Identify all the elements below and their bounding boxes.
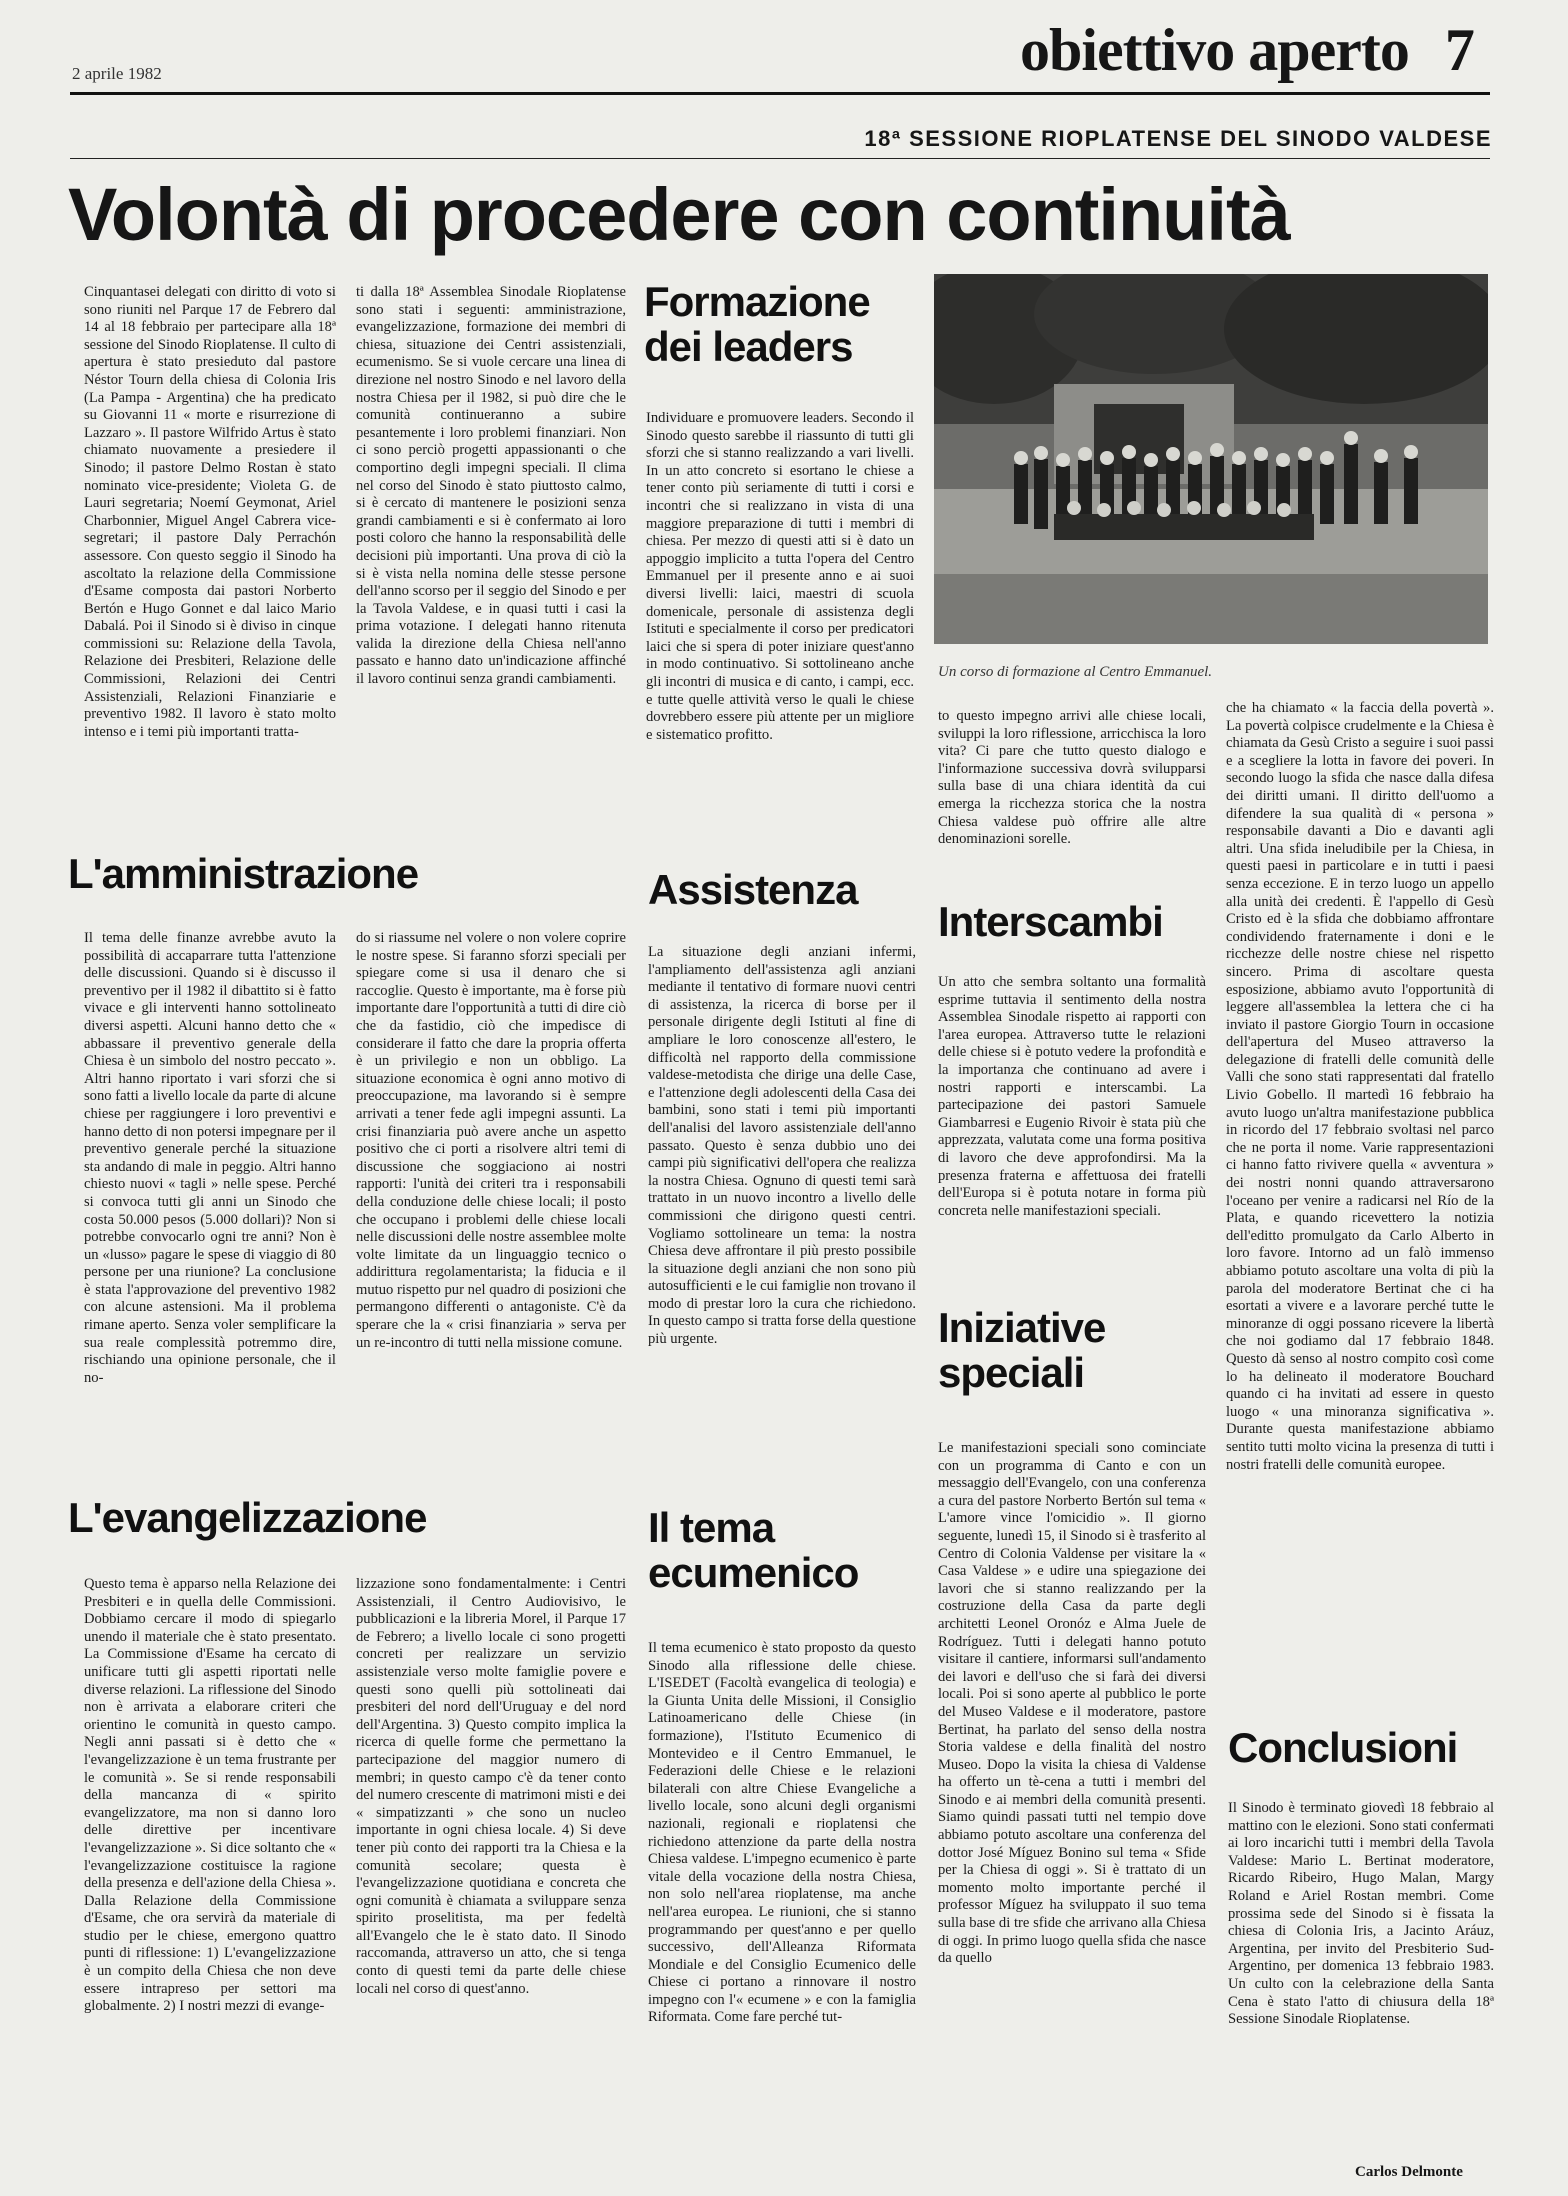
paper-title: [1020, 16, 1474, 85]
formazione-text: Individuare e promuovere leaders. Secondo il Sinodo questo sarebbe il riassunto di tutti gli sforzi che si stanno realizzando a vari livelli. In un atto concreto si esortano le chiese a tener conto più seriamente di tutti i corsi e incontri che si realizzano in vista di una maggiore preparazione di tutti i membri di chiesa. Per mezzo di questi atti si è dato un appoggio implicito a tutta l'opera del Centro Emmanuel per il presente anno e ai suoi diversi livelli: laici, maestri di scuola domenicale, personale di assistenza degli Istituti e specialmente il corso per predicatori laici che si spera di poter iniziare quest'anno in modo continuativo. Si sottolineano anche gli incontri di musica e di canto, i campi, ecc. e tutte quelle attività verso le quali le chiese dovrebbero essere più attente per un migliore e sistematico profitto.: [646, 410, 914, 743]
issue-date: 2 aprile 1982: [72, 64, 162, 83]
section-title-ecumenico: Il tema ecumenico: [648, 1504, 859, 1596]
ecumenico-text: Il tema ecumenico è stato proposto da questo Sinodo alla riflessione delle chiese. L'ISEDET (Facoltà evangelica di teologia) e la Giunta Unita delle Missioni, il Consiglio Latinoamericano delle Chiese (in formazione), l'Istituto Ecumenico di Montevideo e il Centro Emmanuel, le Federazioni delle Chiese e le relazioni bilaterali con altre Chiese Evangeliche a livello locale, sono alcuni degli organismi nazionali, regionali e rioplatensi che richiedono attenzione da parte della nostra Chiesa valdese. L'impegno ecumenico è parte vitale della vocazione della nostra Chiesa, non solo nell'area rioplatense, ma anche nell'area europea. Le riunioni, che si stanno programmando per quest'anno e per quello successivo, dell'Alleanza Riformata Mondiale e del Consiglio Ecumenico delle Chiese ci portano a rinnovare il nostro impegno con l'« ecumene » e con la famiglia Riformata. Come fare perché tut-: [648, 1640, 916, 2026]
photo-caption: Un corso di formazione al Centro Emmanuel.: [938, 664, 1213, 680]
conclusioni-text: Il Sinodo è terminato giovedì 18 febbraio al mattino con le elezioni. Sono stati confermati ai loro incarichi tutti i membri della Tavola Valdese: Mario L. Bertinat moderatore, Ricardo Ribeiro, Hugo Malan, Margy Roland e Ariel Rostan membri. Come prossima sede del Sinodo si è fissata la chiesa di Colonia Iris, a Jacinto Aráuz, Argentina, per invito del Presbiterio Sud-Argentino, per domenica 13 febbraio 1983. Un culto con la celebrazione della Santa Cena è stato l'atto di chiusura della 18ª Sessione Sinodale Rioplatense.: [1228, 1800, 1494, 2028]
evangelizzazione-column-1: Questo tema è apparso nella Relazione dei Presbiteri e in quella delle Commissioni. Dobbiamo cercare il modo di spiegarlo unendo il materiale che è stato presentato. La Commissione d'Esame ha cercato di unificare tutti gli aspetti riportati nelle diverse relazioni. La riflessione del Sinodo non è arrivata a elaborare criteri che orientino le comunità in questo campo. Negli anni passati si è detto che « l'evangelizzazione è un tema frustrante per le comunità ». Se si rende responsabili della mancanza di « spirito evangelizzatore, ma non si danno loro delle direttive per incentivare l'evangelizzazione ». Si dice soltanto che « l'evangelizzazione costituisce la ragione della presenza e dell'azione della Chiesa ». Dalla Relazione della Commissione d'Esame, che ora servirà da materiale di studio per le chiese, emergono quattro punti di riflessione: 1) L'evangelizzazione è un compito della Chiesa che non deve essere intrapreso per settori ma globalmente. 2) I nostri mezzi di evange-: [84, 1576, 336, 2015]
author-byline: Carlos Delmonte: [1355, 2164, 1463, 2180]
section-title-interscambi: Interscambi: [938, 898, 1163, 945]
header-rule: [70, 92, 1490, 95]
page-number: 7: [1444, 17, 1474, 83]
iniziative-text: Le manifestazioni speciali sono cominciate con un programma di Canto e con un messaggio dell'Evangelo, con una conferenza a cura del pastore Norberto Bertón sul tema « L'amore vince l'omicidio ». Il giorno seguente, lunedì 15, il Sinodo si è trasferito al Centro di Colonia Valdense per visitare la « Casa Valdese » e udire una spiegazione dei lavori che si stanno realizzando per la costruzione della Casa da parte degli architetti Leonel Oronóz e Alma Juele de Rodríguez. Tutti i delegati hanno potuto visitare il cantiere, informarsi sull'andamento dei lavori e dell'uso che si farà dei diversi locali. Poi si sono aperte al pubblico le porte del Museo Valdese e il moderatore, pastore Bertinat, ha parlato del senso della nostra Storia valdese e della finalità del nostro Museo. Dopo la visita la chiesa di Valdense ha offerto un tè-cena a tutti i membri del Sinodo e ai membri della comunità presenti. Siamo quindi passati tutti nel tempio dove abbiamo potuto ascoltare una conferenza del dottor José Míguez Bonino sul tema « Sfide per la Chiesa di oggi ». Si è trattato di un momento molto importante perché il professor Míguez ha sviluppato il suo tema sulla base di tre sfide che arrivano alla Chiesa di oggi. In primo luogo quella sfida che nasce da quello: [938, 1440, 1206, 1967]
section-title-iniziative: Iniziative speciali: [938, 1304, 1106, 1396]
session-rule: [70, 158, 1490, 159]
formazione-cont-column-1: to questo impegno arrivi alle chiese locali, sviluppi la loro riflessione, arricchisca la loro vita? Ci pare che tutto questo dialogo e l'informazione successiva dovrà svilupparsi sulla base di una chiara identità da cui emerga la ricchezza storica che la nostra Chiesa valdese può offrire alle altre denominazioni sorelle.: [938, 708, 1206, 848]
section-title-evangelizzazione: L'evangelizzazione: [68, 1494, 427, 1541]
evangelizzazione-column-2: lizzazione sono fondamentalmente: i Centri Assistenziali, il Centro Audiovisivo, le pubblicazioni e la libreria Morel, il Parque 17 de Febrero; a livello locale ci sono progetti concreti per realizzare un servizio assistenziale verso molte famiglie povere e questi sono quelli più sottolineati dai presbiteri del nord dell'Uruguay e del nord dell'Argentina. 3) Questo compito implica la ricerca di quelle forme che permettano la partecipazione del maggior numero di membri; in questo campo c'è da tener conto del numero crescente di matrimoni misti e dei « simpatizzanti » che sono un nucleo importante in ogni chiesa locale. 4) Si deve tener più conto dei rapporti tra la Chiesa e la comunità secolare; questa è l'evangelizzazione quotidiana e concreta che ogni comunità è chiamata a sviluppare senza spirito proselitista, ma per fedeltà all'Evangelo che le è stato dato. Il Sinodo raccomanda, attraverso un atto, che si tenga conto di questi temi da parte delle chiese locali nel corso di quest'anno.: [356, 1576, 626, 1997]
intro-column-2: ti dalla 18ª Assemblea Sinodale Rioplatense sono stati i seguenti: amministrazione, evangelizzazione, formazione dei membri di chiesa, situazione dei Centri assistenziali, ecumenismo. Se si vuole cercare una linea di direzione nel nostro Sinodo e nel lavoro della nostra Chiesa per il 1982, si può dire che le comunità continueranno a subire pesantemente i loro problemi finanziari. Non ci sono perciò progetti appassionanti o che comportino degli impegni speciali. Il clima nel corso del Sinodo è stato piuttosto calmo, si è cercato di mantenere le posizioni senza grandi cambiamenti e si è confermato ai loro posti coloro che hanno la responsabilità delle decisioni più importanti. Una prova di ciò la si è vista nella nomina delle stesse persone dell'anno scorso per il seggio del Sinodo e per la Tavola Valdese, e in quasi tutti i casi la prima votazione. I delegati hanno ritenuta valida la direzione della Chiesa nell'anno passato e hanno dato un'indicazione affinché il lavoro continui senza grandi cambiamenti.: [356, 284, 626, 688]
paper-name: obiettivo aperto: [1020, 17, 1409, 83]
intro-column-1: Cinquantasei delegati con diritto di voto si sono riuniti nel Parque 17 de Febrero dal 14 al 18 febbraio per partecipare alla 18ª sessione del Sinodo Rioplatense. Il culto di apertura è stato presieduto dal pastore Néstor Tourn della chiesa di Colonia Iris (La Pampa - Argentina) che ha predicato su Giovanni 11 « morte e risurrezione di Lazzaro ». Il pastore Wilfrido Artus è stato chiamato nuovamente a presiedere il Sinodo; il pastore Delmo Rostan è stato nominato vice-presidente; Violeta G. de Lauri segretaria; Noemí Geymonat, Ariel Charbonnier, Miguel Angel Cabrera vice-segretari; il pastore Daly Perrachón assessore. Con questo seggio il Sinodo ha ascoltato la relazione della Commissione d'Esame composta dai pastori Norberto Bertón e Hugo Gonnet e dal laico Mario Dabalá. Poi il Sinodo si è diviso in cinque commissioni su: Relazione della Tavola, Relazione dei Presbiteri, Relazione delle Commissioni, Relazioni dei Centri Assistenziali, Relazioni Finanziarie e preventivo 1982. Il lavoro è stato molto intenso e i temi più importanti tratta-: [84, 284, 336, 740]
section-title-amministrazione: L'amministrazione: [68, 850, 419, 897]
section-title-conclusioni: Conclusioni: [1228, 1724, 1458, 1771]
section-title-formazione: Formazione dei leaders: [644, 278, 870, 370]
session-banner: 18ª SESSIONE RIOPLATENSE DEL SINODO VALDESE: [864, 126, 1492, 151]
formazione-cont-column-2: che ha chiamato « la faccia della povertà ». La povertà colpisce crudelmente e la Chiesa è chiamata da Gesù Cristo a seguire i suoi passi e a scegliere la lotta in favore dei poveri. In secondo luogo la sfida che nasce dalla difesa dei diritti umani. Il diritto dell'uomo a difendere la sua qualità di « persona » responsabile davanti a Dio e davanti agli altri. Una sfida ineludibile per la Chiesa, in questi paesi in particolare e in tutti i paesi senza eccezione. E in terzo luogo un appello alla unità dei credenti. È l'appello di Gesù Cristo ed è la sfida che dobbiamo affrontare condividendo fraternamente i doni e le ricchezze delle nostre chiese nel rispetto sincero. Prima di ascoltare questa esposizione, abbiamo avuto l'opportunità di leggere all'assemblea la lettera che ci ha inviato il pastore Giorgio Tourn in occasione dell'apertura del Museo attraverso la delegazione di fratelli delle comunità delle Valli che sono stati rappresentati dal fratello Livio Gobello. Il martedì 16 febbraio ha avuto luogo un'altra manifestazione pubblica in ricordo del 17 febbraio svoltasi nel parco che ne porta il nome. Varie rappresentazioni ci hanno fatto rivivere quella « avventura » dei nostri nonni quando attraversarono l'oceano per venire a radicarsi nel Río de la Plata, e quando ricevettero la notizia dell'editto promulgato da Carlo Alberto in loro favore. Intorno ad un falò immenso abbiamo potuto ascoltare una volta di più la parola del moderatore Bertinat che ci ha esortati a vivere e a lavorare perché tutte le minoranze di oggi possano ricevere la libertà che noi godiamo dal 17 febbraio 1848. Questo dà senso al nostro compito così come lo ha delineato il moderatore Bouchard quando ci ha invitati ad essere in questo luogo « una minoranza significativa ». Durante questa manifestazione abbiamo sentito tutti molto vicina la presenza di tutti i nostri fratelli delle comunità europee.: [1226, 700, 1494, 1473]
group-photo-image: [934, 274, 1488, 644]
amministrazione-column-2: do si riassume nel volere o non volere coprire le nostre spese. Si faranno sforzi speciali per spiegare come si usa il denaro che si raccoglie. Questo è importante, ma è forse più importante dare l'opportunità a tutti di dire ciò che da fastidio, ciò che impedisce di considerare il fatto che dare la propria offerta è un privilegio e non un obbligo. La situazione economica è ogni anno motivo di preoccupazione, ma lavorando si è sempre arrivati a tener fede agli impegni assunti. La crisi finanziaria può avere anche un aspetto positivo che ci porti a risolvere altri temi di discussione che soggiaciono ai nostri rapporti: l'unità dei criteri tra i responsabili della conduzione delle chiese locali; il posto che occupano i problemi delle chiese locali nelle discussioni delle nostre assemblee molte volte limitate da un linguaggio tecnico o addirittura regolamentarista; la fiducia e il mutuo rispetto pur nel quadro di posizioni che permangono differenti o antagoniste. C'è da sperare che la « crisi finanziaria » serva per un re-incontro di tutti nella missione comune.: [356, 930, 626, 1351]
section-title-assistenza: Assistenza: [648, 866, 858, 913]
amministrazione-column-1: Il tema delle finanze avrebbe avuto la possibilità di accaparrare tutta l'attenzione delle discussioni. Quando si è discusso il preventivo per il 1982 il dibattito si è fatto vivace e gli interventi hanno sottolineato diversi aspetti. Alcuni hanno detto che « abbassare il preventivo generale della Chiesa è un simbolo del nostro peccato ». Altri hanno riportato i vari sforzi che si sono fatti a livello locale da parte di alcune chiese per raggiungere i loro preventivi e hanno detto di non potersi impegnare per il preventivo generale perché la situazione sta andando di male in peggio. Altri hanno chiesto nuovi « tagli » nelle spese. Perché si convoca tutti gli anni un Sinodo che costa 50.000 pesos (5.000 dollari)? Non si potrebbe convocarlo ogni tre anni? Non è un «lusso» pagare le spese di viaggio di 80 persone per una riunione? La conclusione è stata l'approvazione del preventivo 1982 con alcune astensioni. Ma il problema rimane aperto. Senza voler semplificare la sua reale complessità potremmo dire, rischiando una opinione personale, che il no-: [84, 930, 336, 1386]
interscambi-text: Un atto che sembra soltanto una formalità esprime tuttavia il sentimento della nostra Assemblea Sinodale rispetto ai rapporti con l'area europea. Attraverso tutte le relazioni delle chiese si è potuto vedere la profondità e la importanza che continuano ad avere i nostri rapporti e interscambi. La partecipazione dei pastori Samuele Giambarresi e Eugenio Rivoir è stata più che apprezzata, valutata come una forma positiva di lavoro che deve approfondirsi. Ma la presenza fraterna e affettuosa dei fratelli dell'Europa si è potuta notare in forma più concreta nelle manifestazioni speciali.: [938, 974, 1206, 1219]
group-photo: [934, 274, 1488, 644]
main-headline: Volontà di procedere con continuità: [68, 173, 1290, 256]
assistenza-text: La situazione degli anziani infermi, l'ampliamento dell'assistenza agli anziani mediante il tentativo di formare nuovi centri di assistenza, la ricerca di borse per il personale dirigente degli Istituti al fine di ampliare le loro conoscenze all'estero, le difficoltà nel rapporto della commissione valdese-metodista che dirige una delle Case, e l'attenzione degli adolescenti della Casa dei bambini, sono stati i temi più importanti dell'analisi del lavoro assistenziale dell'anno passato. Questo è senza dubbio uno dei campi più significativi dell'opera che realizza la nostra Chiesa. Ognuno di questi temi sarà trattato in un nuovo incontro a livello delle commissioni che dirigono questi centri. Vogliamo sottolineare un tema: la nostra Chiesa deve affrontare il più presto possibile la situazione degli anziani che non sono più autosufficienti e le cui famiglie non trovano il modo di prestar loro la cura che richiedono. In questo campo si tratta forse della questione più urgente.: [648, 944, 916, 1348]
